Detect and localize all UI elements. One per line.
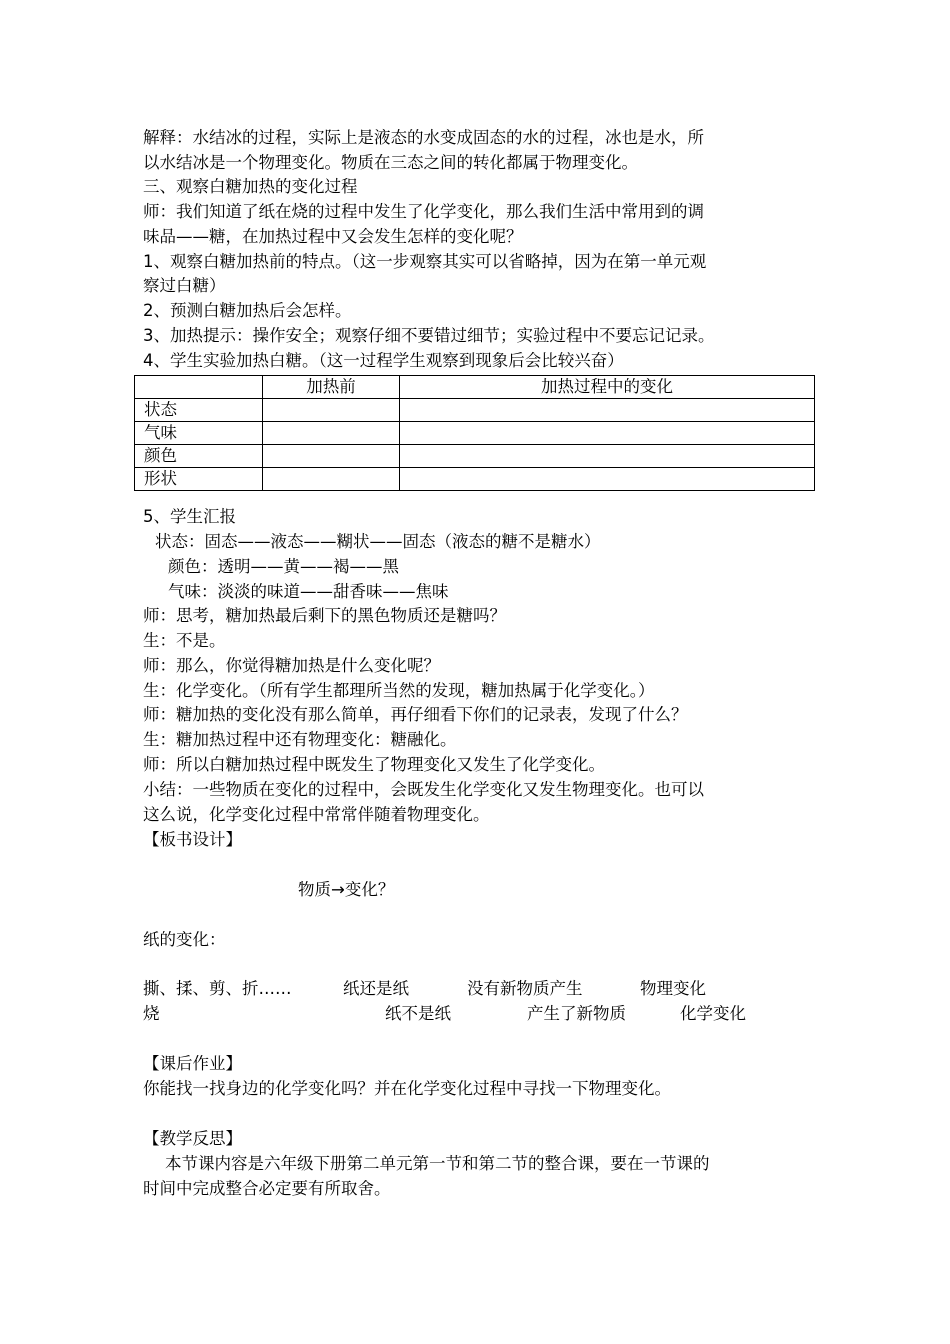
table-header-cell: 加热前 [263, 376, 400, 399]
table-header-cell: 加热过程中的变化 [400, 376, 815, 399]
dialogue-line: 师：糖加热的变化没有那么简单，再仔细看下你们的记录表，发现了什么？ [143, 705, 688, 724]
dialogue-line: 生：糖加热过程中还有物理变化：糖融化。 [143, 730, 457, 749]
board-type: 化学变化 [680, 1004, 746, 1023]
table-cell [263, 399, 400, 422]
dialogue-line: 师：思考，糖加热最后剩下的黑色物质还是糖吗？ [143, 606, 506, 625]
board-action: 撕、揉、剪、折…… [143, 979, 292, 998]
table-cell [263, 468, 400, 491]
record-table [134, 375, 815, 491]
table-row-label: 颜色 [135, 445, 263, 468]
table-row [135, 399, 815, 422]
table-header-row [135, 376, 815, 399]
list-item: 5、学生汇报 [143, 507, 236, 526]
summary-line: 这么说，化学变化过程中常常伴随着物理变化。 [143, 805, 490, 824]
paragraph-line: 解释：水结冰的过程，实际上是液态的水变成固态的水的过程，冰也是水，所 [143, 128, 704, 147]
board-result: 纸不是纸 [385, 1004, 451, 1023]
paragraph-line: 本节课内容是六年级下册第二单元第一节和第二节的整合课，要在一节课的 [165, 1154, 710, 1173]
table-cell [400, 399, 815, 422]
summary-line: 小结：一些物质在变化的过程中，会既发生化学变化又发生物理变化。也可以 [143, 780, 704, 799]
report-line: 颜色：透明——黄——褐——黑 [168, 557, 399, 576]
section-heading: 【课后作业】 [143, 1054, 242, 1073]
paragraph-line: 你能找一找身边的化学变化吗？并在化学变化过程中寻找一下物理变化。 [143, 1079, 671, 1098]
paragraph-line: 以水结冰是一个物理变化。物质在三态之间的转化都属于物理变化。 [143, 153, 638, 172]
board-title: 物质→变化？ [298, 880, 395, 899]
paragraph-line: 味品——糖，在加热过程中又会发生怎样的变化呢？ [143, 227, 523, 246]
table-cell [263, 445, 400, 468]
table-header-cell [135, 376, 263, 399]
list-item: 察过白糖） [143, 276, 226, 295]
section-heading: 【板书设计】 [143, 830, 242, 849]
section-heading: 三、观察白糖加热的变化过程 [143, 177, 358, 196]
list-item: 2、预测白糖加热后会怎样。 [143, 301, 352, 320]
dialogue-line: 师：所以白糖加热过程中既发生了物理变化又发生了化学变化。 [143, 755, 605, 774]
paragraph-line: 师：我们知道了纸在烧的过程中发生了化学变化，那么我们生活中常用到的调 [143, 202, 704, 221]
board-reason: 没有新物质产生 [467, 979, 583, 998]
list-item: 1、观察白糖加热前的特点。（这一步观察其实可以省略掉，因为在第一单元观 [143, 252, 707, 271]
dialogue-line: 师：那么，你觉得糖加热是什么变化呢？ [143, 656, 440, 675]
table-cell [400, 445, 815, 468]
table-row [135, 422, 815, 445]
table-cell [263, 422, 400, 445]
table-cell [400, 468, 815, 491]
paragraph-line: 时间中完成整合必定要有所取舍。 [143, 1179, 391, 1198]
list-item: 3、加热提示：操作安全；观察仔细不要错过细节；实验过程中不要忘记记录。 [143, 326, 715, 345]
board-result: 纸还是纸 [343, 979, 409, 998]
table-row [135, 445, 815, 468]
table-row-label: 形状 [135, 468, 263, 491]
section-heading: 【教学反思】 [143, 1129, 242, 1148]
table-row-label: 状态 [135, 399, 263, 422]
list-item: 4、学生实验加热白糖。（这一过程学生观察到现象后会比较兴奋） [143, 351, 624, 370]
board-subtitle: 纸的变化： [143, 930, 226, 949]
dialogue-line: 生：化学变化。（所有学生都理所当然的发现，糖加热属于化学变化。） [143, 681, 655, 700]
report-line: 状态：固态——液态——糊状——固态（液态的糖不是糖水） [155, 532, 601, 551]
table-cell [400, 422, 815, 445]
dialogue-line: 生：不是。 [143, 631, 226, 650]
board-type: 物理变化 [640, 979, 706, 998]
table-row [135, 468, 815, 491]
board-action: 烧 [143, 1004, 160, 1023]
table-row-label: 气味 [135, 422, 263, 445]
board-reason: 产生了新物质 [527, 1004, 626, 1023]
report-line: 气味：淡淡的味道——甜香味——焦味 [168, 582, 449, 601]
